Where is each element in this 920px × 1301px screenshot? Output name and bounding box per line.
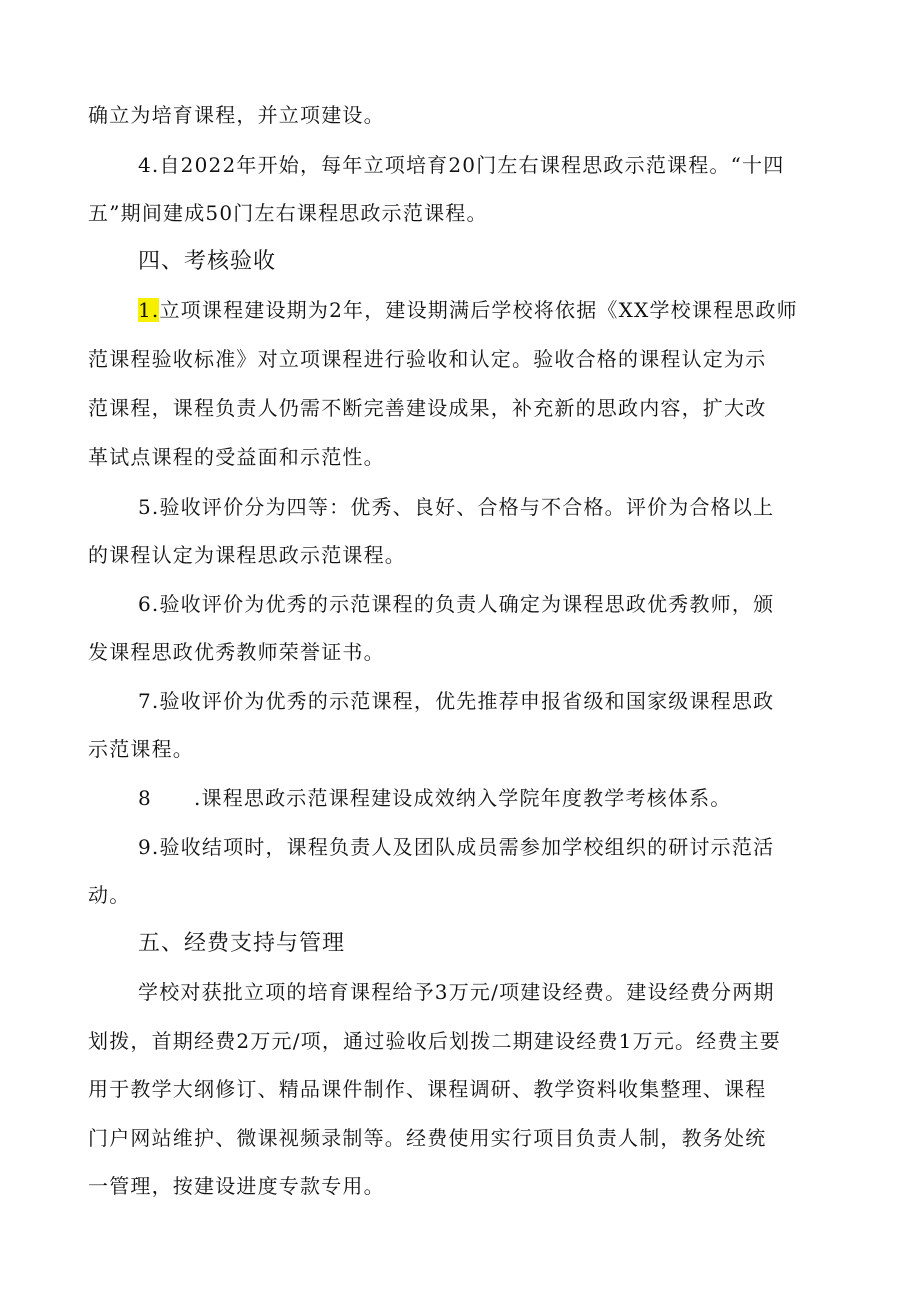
item-7-line-1: 7.验收评价为优秀的示范课程，优先推荐申报省级和国家级课程思政 (138, 689, 775, 713)
item-1-line-4: 革试点课程的受益面和示范性。 (88, 445, 385, 469)
item-9-line-2: 动。 (88, 883, 131, 907)
item-8-line (138, 784, 834, 812)
item-6-line-1: 6.验收评价为优秀的示范课程的负责人确定为课程思政优秀教师，颁 (138, 592, 775, 616)
funding-line-1: 学校对获批立项的培育课程给予3万元/项建设经费。建设经费分两期 (138, 980, 775, 1004)
item-4-line-1: 4.自2022年开始，每年立项培育20门左右课程思政示范课程。“十四 (138, 153, 785, 177)
funding-line-3: 用于教学大纲修订、精品课件制作、课程调研、教学资料收集整理、课程 (88, 1077, 767, 1101)
item-1-line-2: 范课程验收标准》对立项课程进行验收和认定。验收合格的课程认定为示 (88, 347, 767, 371)
funding-line-4: 门户网站维护、微课视频录制等。经费使用实行项目负责人制，教务处统 (88, 1126, 767, 1150)
highlighted-marker: 1. (138, 298, 160, 322)
item-5-line-2: 的课程认定为课程思政示范课程。 (88, 543, 406, 567)
item-8-text: .课程思政示范课程建设成效纳入学院年度教学考核体系。 (193, 786, 732, 810)
item-8-number: 8 (138, 786, 152, 810)
item-1-line-1 (138, 296, 834, 324)
item-6-line-2: 发课程思政优秀教师荣誉证书。 (88, 640, 385, 664)
item-4-line-2: 五”期间建成50门左右课程思政示范课程。 (88, 201, 488, 225)
paragraph-line: 确立为培育课程，并立项建设。 (88, 103, 385, 127)
item-1-line-3: 范课程，课程负责人仍需不断完善建设成果，补充新的思政内容，扩大改 (88, 396, 767, 420)
funding-line-5: 一管理，按建设进度专款专用。 (88, 1174, 385, 1198)
funding-line-2: 划拨，首期经费2万元/项，通过验收后划拨二期建设经费1万元。经费主要 (88, 1029, 781, 1053)
item-7-line-2: 示范课程。 (88, 737, 194, 761)
item-5-line-1: 5.验收评价分为四等：优秀、良好、合格与不合格。评价为合格以上 (138, 495, 775, 519)
item-1-line-1-text: 立项课程建设期为2年，建设期满后学校将依据《XX学校课程思政师 (159, 298, 798, 322)
item-9-line-1: 9.验收结项时，课程负责人及团队成员需参加学校组织的研讨示范活 (138, 835, 775, 859)
section-heading-funding: 五、经费支持与管理 (138, 931, 346, 956)
section-heading-assessment: 四、考核验收 (138, 249, 277, 274)
